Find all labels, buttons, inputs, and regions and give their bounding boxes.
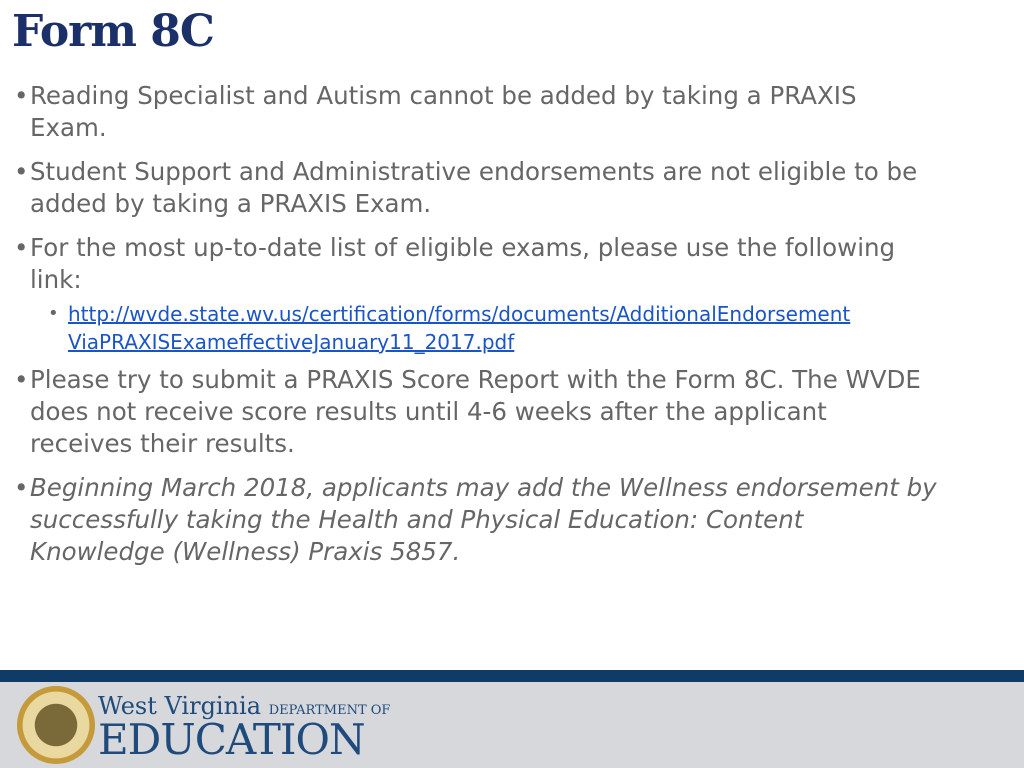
bullet-text: does not receive score results until 4-6 weeks after the applicant [30,397,827,426]
bullet-list [14,80,1019,580]
bullet-item [14,364,1019,460]
bullet-text: Please try to submit a PRAXIS Score Report with the Form 8C. The WVDE [30,365,921,394]
bullet-text: Beginning March 2018, applicants may add the Wellness endorsement by [30,473,937,502]
bullet-item [14,156,1019,220]
bullet-text: successfully taking the Health and Physical Education: Content [30,505,804,534]
bullet-marker: • [14,473,29,502]
bullet-text: added by taking a PRAXIS Exam. [30,189,432,218]
link-text[interactable]: ViaPRAXISExameffectiveJanuary11_2017.pdf [68,330,515,354]
bullet-item [14,232,1019,296]
sub-bullet-item [14,300,1019,356]
bullet-text: Exam. [30,113,107,142]
bullet-text: For the most up-to-date list of eligible exams, please use the following [30,233,896,262]
bullet-marker: • [14,233,29,262]
bullet-text: receives their results. [30,429,295,458]
bullet-item [14,80,1019,144]
bullet-item [14,472,1019,568]
state-seal-logo [17,686,95,764]
bullet-text: Student Support and Administrative endorsements are not eligible to be [30,157,918,186]
link-text[interactable]: http://wvde.state.wv.us/certification/forms/documents/AdditionalEndorsement [68,302,851,326]
slide-title: Form 8C [12,6,214,57]
bullet-text: Knowledge (Wellness) Praxis 5857. [30,537,461,566]
bullet-text: link: [30,265,82,294]
footer-divider [0,670,1024,682]
bullet-text: Reading Specialist and Autism cannot be added by taking a PRAXIS [30,81,857,110]
bullet-marker: • [14,365,29,394]
logo-line2: EDUCATION [98,715,365,764]
bullet-marker: • [14,157,29,186]
bullet-marker: • [14,81,29,110]
bullet-marker: • [48,303,59,324]
logo-line1-small: DEPARTMENT OF [268,703,391,718]
wvde-logo [98,692,391,764]
eligible-exams-link[interactable] [68,300,1019,356]
logo-line1: West Virginia [98,692,262,720]
